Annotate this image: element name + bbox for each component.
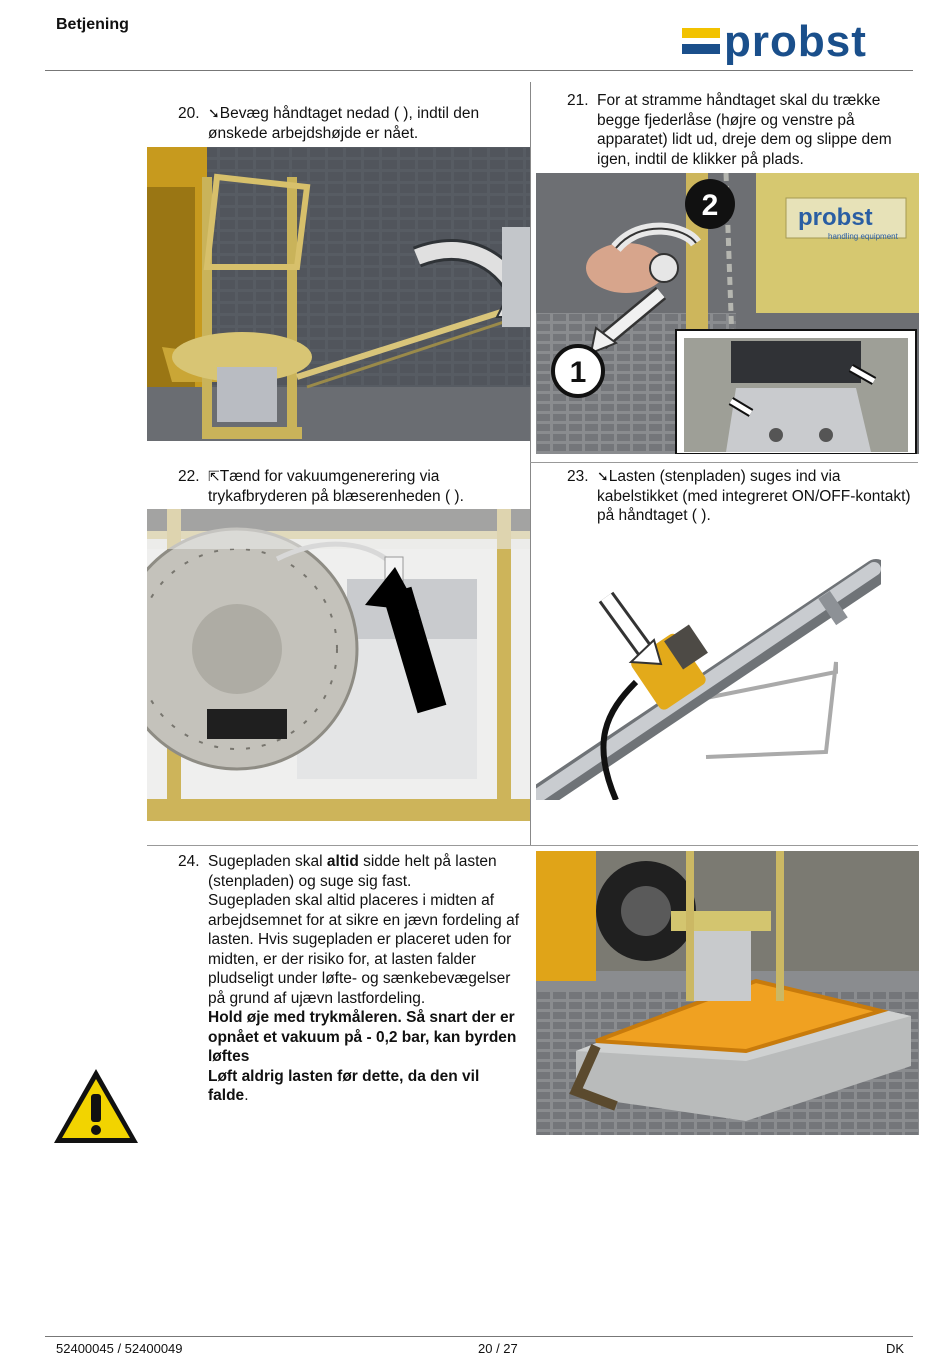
language-code: DK [886, 1341, 905, 1356]
step-text: For at stramme håndtaget skal du trække begge fjederlåse (højre og venstre på apparatet) lidt ud, dreje dem og slippe dem igen, indtil de klikker på plads. [597, 92, 892, 168]
step-number: 21. [567, 92, 589, 109]
step-24 [178, 852, 523, 1122]
step-text: Bevæg håndtaget nedad ( ), indtil den ønskede arbejdshøjde er nået. [208, 105, 480, 142]
step-number: 24. [178, 853, 200, 870]
arrow-up-left-icon: ⇱ [208, 468, 220, 484]
photo-suction-plate [536, 851, 919, 1135]
photo-lowering-handle [147, 147, 530, 441]
grid-divider [147, 845, 918, 846]
step-number: 20. [178, 105, 200, 122]
step-text: Sugepladen skal [208, 853, 327, 870]
step-text: Sugepladen skal altid placeres i midten af arbejdsemnet for at sikre en jævn fordeling af lasten. Hvis sugepladen er placeret uden for midten, er der risiko for, at lasten falder pludseligt under løfte- og sænkebevægelser på grund af ujævn lastfordeling. [208, 892, 520, 1007]
step-text: sidde helt på lasten (stenpladen) og suge sig fast. [208, 853, 497, 890]
step-text: Lasten (stenpladen) suges ind via kabelstikket (med integreret ON/OFF-kontakt) på håndtaget ( ). [597, 468, 911, 524]
step-23 [567, 467, 912, 527]
step-21 [567, 91, 917, 169]
step-20 [178, 104, 518, 144]
svg-text:probst: probst [724, 18, 867, 66]
page-number: 20 / 27 [478, 1341, 518, 1356]
photo-logo: probst [798, 204, 873, 231]
warning-text: Hold øje med trykmåleren. Så snart der er opnået et vakuum på - 0,2 bar, kan byrden løftes [208, 1009, 517, 1065]
step-text: Tænd for vakuumgenerering via trykafbryderen på blæserenheden ( ). [208, 468, 464, 505]
photo-pressure-switch [147, 509, 530, 821]
step-22 [178, 467, 518, 507]
grid-divider [530, 82, 531, 846]
emphasis-always: altid [326, 853, 359, 870]
arrow-down-right-icon: ➘ [597, 468, 609, 484]
photo-cable-plug [536, 552, 881, 800]
photo-spring-locks [536, 173, 919, 454]
step-number: 22. [178, 468, 200, 485]
doc-numbers: 52400045 / 52400049 [56, 1341, 183, 1356]
badge-1: 1 [569, 356, 587, 389]
header-rule [45, 70, 913, 71]
warning-icon [51, 1066, 141, 1146]
arrow-down-right-icon: ➘ [208, 105, 220, 121]
footer-rule [45, 1336, 913, 1337]
section-title: Betjening [56, 16, 129, 33]
grid-divider [530, 462, 918, 463]
probst-logo [680, 18, 908, 68]
badge-2: 2 [701, 189, 719, 222]
photo-logo-sub: handling equipment [828, 232, 898, 241]
step-number: 23. [567, 468, 589, 485]
warning-text-end: . [244, 1087, 249, 1104]
warning-text: Løft aldrig lasten før dette, da den vil falde [208, 1067, 480, 1104]
